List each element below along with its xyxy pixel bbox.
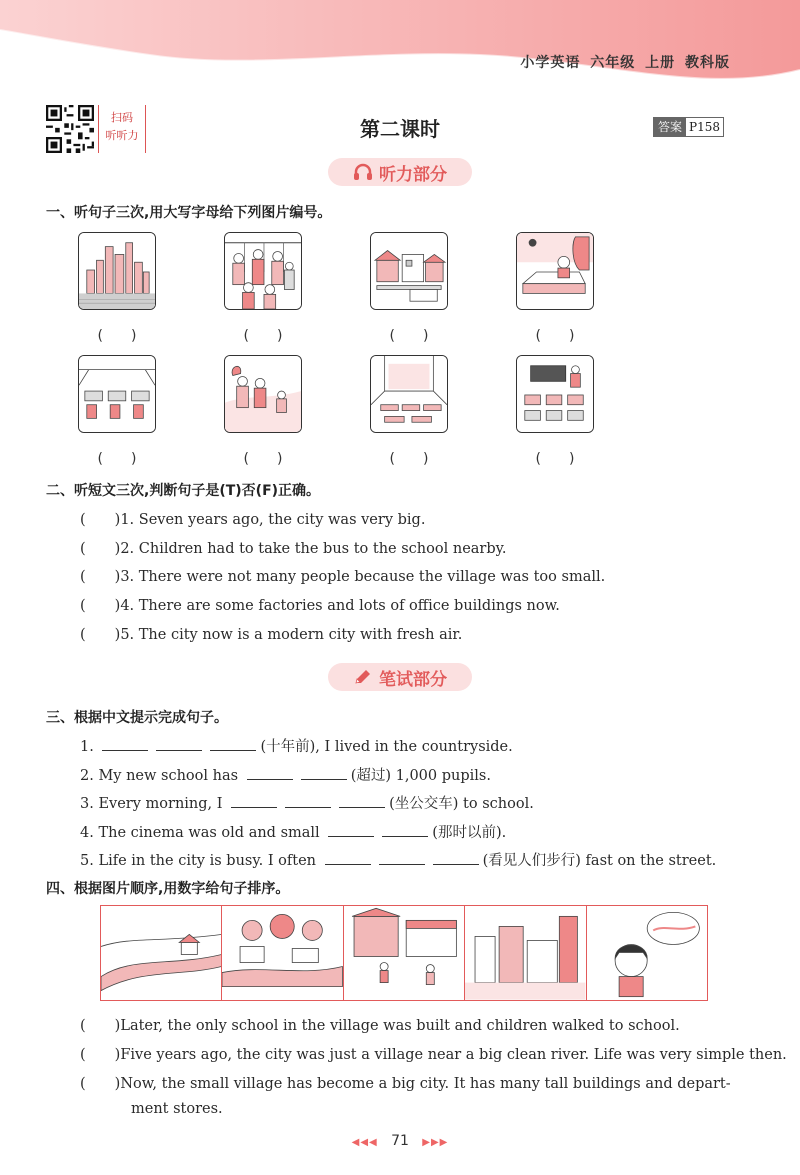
blank-field[interactable] (433, 852, 479, 865)
left-arrows-icon: ◀◀◀ (351, 1137, 378, 1148)
tf-item-1: ( )1. Seven years ago, the city was very big. (80, 512, 426, 528)
blank-field[interactable] (102, 738, 148, 751)
page-title: 第二课时 (360, 117, 440, 141)
blank-field[interactable] (301, 767, 347, 780)
order-item-3-continued: ment stores. (131, 1101, 223, 1117)
answer-page: P158 (689, 120, 720, 134)
blank-field[interactable] (247, 767, 293, 780)
book-series-label: 小学英语 六年级 上册 教科版 (520, 55, 730, 71)
answer-paren[interactable]: ( ) (97, 328, 137, 344)
picture-city-skyline (78, 232, 156, 310)
scan-to-listen-label: 扫码 听听力 (98, 105, 146, 153)
picture-small-houses (370, 232, 448, 310)
blank-field[interactable] (382, 824, 428, 837)
writing-section-heading: 笔试部分 (328, 663, 472, 691)
answer-paren[interactable]: ( ) (389, 451, 429, 467)
picture-children-walk-to-school (344, 906, 465, 1000)
fill-item-3: 3. Every morning, I (坐公交车) to school. (80, 796, 534, 812)
question-4-heading: 四、根据图片顺序,用数字给句子排序。 (46, 881, 290, 897)
blank-field[interactable] (339, 795, 385, 808)
picture-girl-in-bedroom (516, 232, 594, 310)
picture-village-river (101, 906, 222, 1000)
order-item-1: ( )Later, the only school in the village was built and children walked to school. (80, 1018, 680, 1034)
order-item-3: ( )Now, the small village has become a big city. It has many tall buildings and depart- (80, 1076, 731, 1092)
fill-item-5: 5. Life in the city is busy. I often (看见人们步行) fast on the street. (80, 853, 717, 869)
answer-label: 答案 (654, 118, 686, 136)
blank-field[interactable] (285, 795, 331, 808)
picture-girl-thinking (587, 906, 707, 1000)
pencil-icon (353, 668, 373, 686)
blank-field[interactable] (379, 852, 425, 865)
picture-people-on-bus (224, 232, 302, 310)
tf-item-4: ( )4. There are some factories and lots of office buildings now. (80, 598, 560, 614)
picture-sequence-strip (100, 905, 708, 1001)
fill-item-1: 1. (十年前), I lived in the countryside. (80, 739, 513, 755)
blank-field[interactable] (231, 795, 277, 808)
answer-paren[interactable]: ( ) (243, 451, 283, 467)
answer-reference-badge (653, 117, 724, 137)
answer-paren[interactable]: ( ) (389, 328, 429, 344)
blank-field[interactable] (210, 738, 256, 751)
picture-village-trees (222, 906, 343, 1000)
header-wave-band (0, 0, 800, 95)
picture-dining-hall (370, 355, 448, 433)
order-item-2: ( )Five years ago, the city was just a village near a big clean river. Life was very simple then. (80, 1047, 787, 1063)
tf-item-2: ( )2. Children had to take the bus to the school nearby. (80, 541, 507, 557)
picture-classroom (516, 355, 594, 433)
right-arrows-icon: ▶▶▶ (422, 1137, 449, 1148)
question-1-heading: 一、听句子三次,用大写字母给下列图片编号。 (46, 205, 332, 221)
page-footer (0, 1133, 800, 1149)
picture-office-room (78, 355, 156, 433)
picture-family-in-park (224, 355, 302, 433)
answer-paren[interactable]: ( ) (97, 451, 137, 467)
answer-paren[interactable]: ( ) (243, 328, 283, 344)
tf-item-3: ( )3. There were not many people because the village was too small. (80, 569, 606, 585)
picture-modern-city (465, 906, 586, 1000)
blank-field[interactable] (156, 738, 202, 751)
fill-item-4: 4. The cinema was old and small (那时以前). (80, 825, 507, 841)
question-3-heading: 三、根据中文提示完成句子。 (46, 710, 228, 726)
answer-paren[interactable]: ( ) (535, 451, 575, 467)
headphones-icon (353, 163, 373, 181)
fill-item-2: 2. My new school has (超过) 1,000 pupils. (80, 768, 491, 784)
question-2-heading: 二、听短文三次,判断句子是(T)否(F)正确。 (46, 483, 321, 499)
tf-item-5: ( )5. The city now is a modern city with fresh air. (80, 627, 463, 643)
page-number: 71 (391, 1133, 409, 1149)
answer-paren[interactable]: ( ) (535, 328, 575, 344)
blank-field[interactable] (325, 852, 371, 865)
blank-field[interactable] (328, 824, 374, 837)
listening-section-heading: 听力部分 (328, 158, 472, 186)
